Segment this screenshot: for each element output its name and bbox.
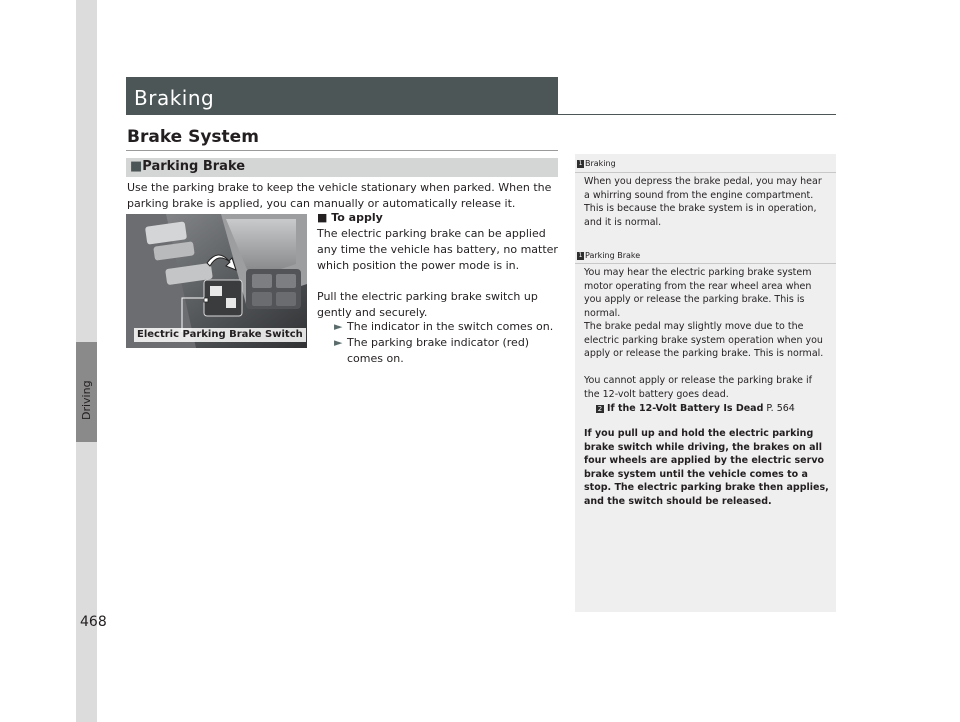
- photo-callout-label: Electric Parking Brake Switch: [134, 328, 306, 342]
- subsection-marker: ■: [130, 159, 143, 174]
- note-braking-title: [577, 159, 616, 168]
- note-ref-icon: 1: [578, 252, 583, 259]
- step-arrow-icon: ►: [334, 320, 343, 333]
- step-arrow-icon: ►: [334, 336, 343, 349]
- chapter-rule: [558, 114, 836, 115]
- note-parking-brake-title-text: Parking Brake: [585, 251, 641, 260]
- note-rule: [575, 172, 836, 173]
- note-parking-brake-p2: The brake pedal may slightly move due to the electric parking brake system operation when you apply or release the parking brake. This is normal.: [584, 321, 824, 359]
- cross-reference-icon: 2: [597, 405, 603, 413]
- subsection-title-text: Parking Brake: [142, 159, 246, 174]
- step-text: The indicator in the switch comes on.: [347, 320, 554, 333]
- subsection-title: [130, 159, 245, 174]
- page-number: 468: [80, 614, 107, 630]
- section-rule: [126, 150, 558, 151]
- note-parking-brake-warning: If you pull up and hold the electric parking brake switch while driving, the brakes on all four wheels are applied by the electric servo brake system until the vehicle comes to a stop. The electric parking brake then applies, and the switch should be released.: [584, 428, 829, 507]
- cross-reference-page: P. 564: [766, 403, 795, 414]
- note-rule: [575, 263, 836, 264]
- pull-switch-text: Pull the electric parking brake switch up gently and securely.: [317, 290, 538, 319]
- to-apply-text: The electric parking brake can be applied any time the vehicle has battery, no matter which position the power mode is in.: [317, 227, 558, 272]
- note-ref-icon: 1: [578, 160, 583, 167]
- note-parking-brake-p1: You may hear the electric parking brake system motor operating from the rear wheel area when you apply or release the parking brake. This is normal.: [584, 267, 812, 319]
- cross-reference-label: If the 12-Volt Battery Is Dead: [607, 403, 764, 414]
- step-item: [334, 335, 562, 367]
- side-tab-label: Driving: [80, 380, 93, 420]
- note-braking-title-text: Braking: [585, 159, 616, 168]
- note-braking-text: When you depress the brake pedal, you may hear a whirring sound from the engine compartment. This is because the brake system is in operation, and it is normal.: [584, 176, 822, 228]
- intro-paragraph: Use the parking brake to keep the vehicle stationary when parked. When the parking brake is applied, you can manually or automatically release it.: [127, 181, 552, 210]
- step-text: The parking brake indicator (red) comes on.: [347, 336, 530, 365]
- chapter-title: Braking: [134, 86, 215, 110]
- note-parking-brake-p3: You cannot apply or release the parking brake if the 12-volt battery goes dead.: [584, 375, 812, 400]
- section-title: Brake System: [127, 127, 259, 147]
- cross-reference-link[interactable]: [596, 402, 829, 416]
- to-apply-heading: ■ To apply: [317, 211, 383, 224]
- note-parking-brake-title: [577, 251, 640, 260]
- step-item: [334, 319, 562, 335]
